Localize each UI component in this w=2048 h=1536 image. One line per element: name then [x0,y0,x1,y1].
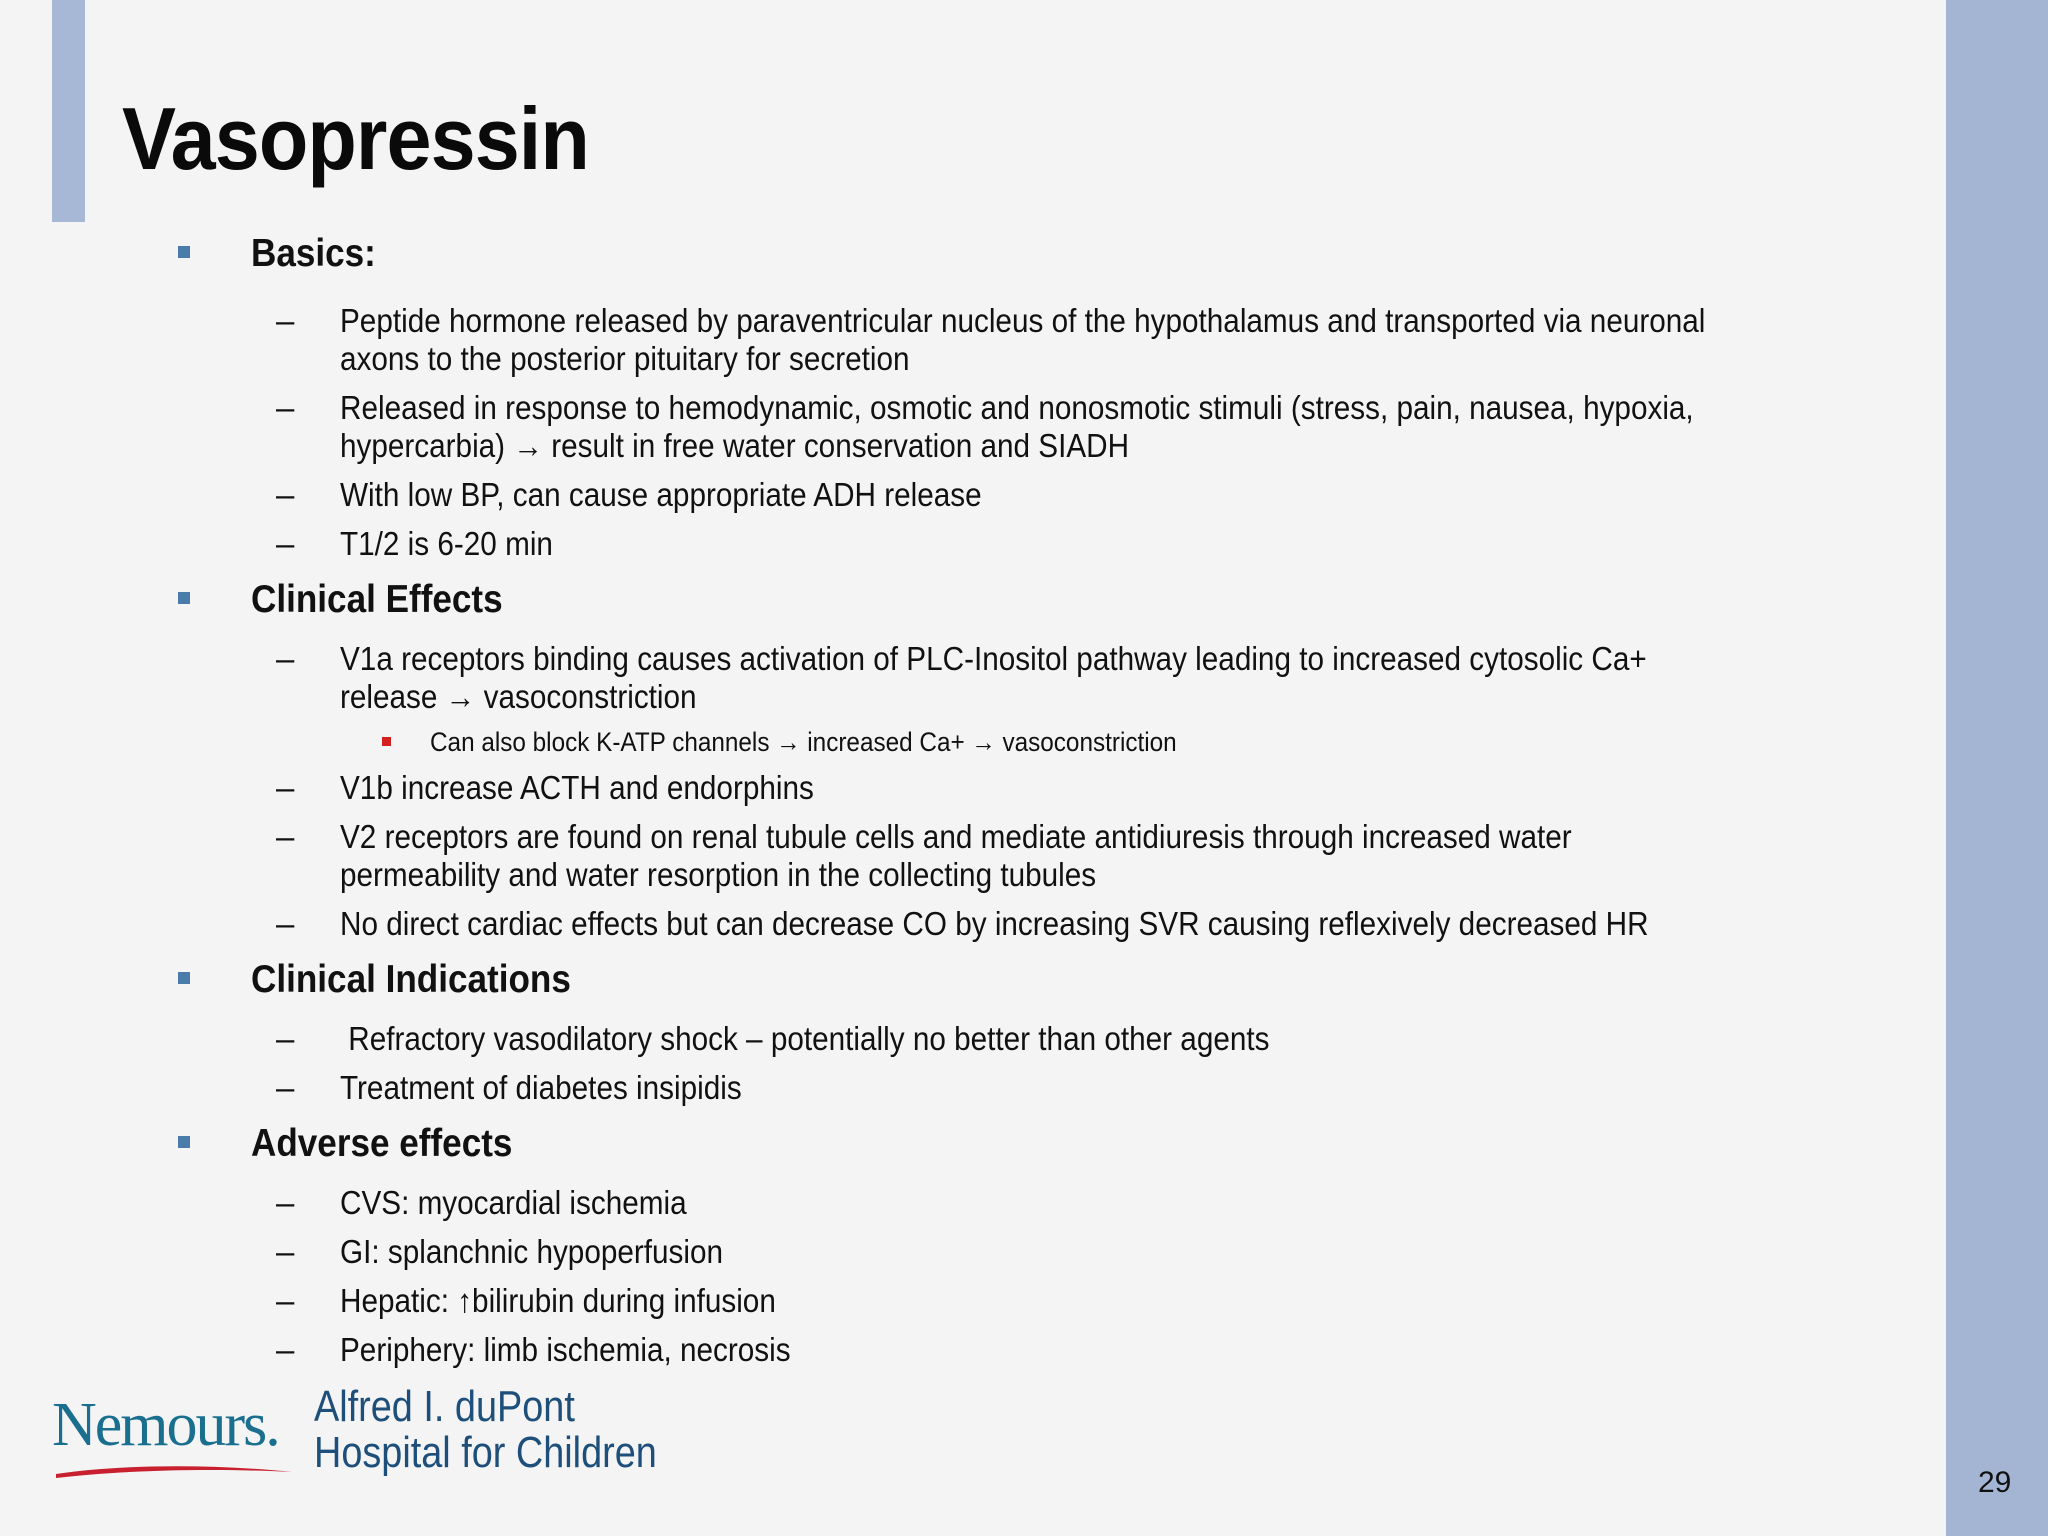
list-item-text: No direct cardiac effects but can decrease CO by increasing SVR causing reflexively decreased HR [340,905,1649,942]
list-item [0,1331,1940,1369]
list-item [0,1282,1940,1320]
list-item-text: Treatment of diabetes insipidis [340,1069,742,1106]
logo-swoosh-icon [54,1460,294,1480]
square-bullet-icon [178,972,190,984]
list-item [0,1069,1940,1107]
right-accent-band [1946,0,2048,1536]
section-heading-row [0,1118,1940,1170]
dash-bullet: – [276,905,295,942]
section-heading: Adverse effects [251,1122,513,1165]
section-clinical-indications [0,954,1940,1107]
list-item-text: With low BP, can cause appropriate ADH release [340,476,982,513]
dash-bullet: – [276,525,295,562]
list-item [0,1184,1940,1222]
list-item-text: Peptide hormone released by paraventricular nucleus of the hypothalamus and transported via neuronal axons to the posterior pituitary for secretion [340,302,1706,377]
dash-bullet: – [276,1069,295,1106]
section-basics [0,228,1940,563]
list-item-text: V2 receptors are found on renal tubule cells and mediate antidiuresis through increased water permeability and water resorption in the collecting tubules [340,818,1572,893]
list-item-text: Released in response to hemodynamic, osmotic and nonosmotic stimuli (stress, pain, nausea, hypoxia, hypercarbia) → result in free water conservation and SIADH [340,389,1694,464]
title-accent-bar [52,0,85,222]
page-number: 29 [1978,1466,2012,1499]
list-item [0,302,1940,378]
section-clinical-effects [0,574,1940,943]
list-item-text: V1a receptors binding causes activation of PLC-Inositol pathway leading to increased cytosolic Ca+ release → vasoconstriction [340,640,1647,715]
dash-bullet: – [276,1331,295,1368]
dash-bullet: – [276,1184,295,1221]
list-item-text: Refractory vasodilatory shock – potentially no better than other agents [340,1020,1270,1057]
section-heading: Basics: [251,232,376,275]
dash-bullet: – [276,818,295,855]
list-item [0,640,1940,716]
list-item-text: T1/2 is 6-20 min [340,525,553,562]
dash-bullet: – [276,1282,295,1319]
red-square-bullet-icon [382,737,391,746]
section-heading-row [0,574,1940,626]
section-heading-row [0,228,1940,280]
logo-line-1: Alfred I. duPont [314,1382,575,1431]
section-adverse-effects [0,1118,1940,1369]
list-item [0,525,1940,563]
nemours-logo [52,1382,672,1494]
list-item [0,818,1940,894]
slide-title: Vasopressin [122,89,589,188]
list-item [0,1233,1940,1271]
dash-bullet: – [276,476,295,513]
dash-bullet: – [276,302,295,339]
slide-body [0,228,1940,1380]
list-item-text: GI: splanchnic hypoperfusion [340,1233,724,1270]
list-item [0,1020,1940,1058]
list-item [0,389,1940,465]
section-heading-row [0,954,1940,1006]
list-item-text: CVS: myocardial ischemia [340,1184,687,1221]
list-item-text: V1b increase ACTH and endorphins [340,769,814,806]
square-bullet-icon [178,592,190,604]
dash-bullet: – [276,1020,295,1057]
dash-bullet: – [276,769,295,806]
logo-wordmark: Nemours. [52,1391,279,1459]
dash-bullet: – [276,1233,295,1270]
section-heading: Clinical Indications [251,958,571,1001]
square-bullet-icon [178,1136,190,1148]
square-bullet-icon [178,246,190,258]
logo-hospital-name [314,1384,657,1476]
sub-list-item-text: Can also block K-ATP channels → increased Ca+ → vasoconstriction [430,727,1177,757]
list-item [0,905,1940,943]
dash-bullet: – [276,640,295,677]
list-item-text: Hepatic: ↑bilirubin during infusion [340,1282,776,1319]
sub-list-item [0,725,1940,759]
logo-line-2: Hospital for Children [314,1428,657,1477]
list-item [0,769,1940,807]
list-item [0,476,1940,514]
dash-bullet: – [276,389,295,426]
list-item-text: Periphery: limb ischemia, necrosis [340,1331,791,1368]
section-heading: Clinical Effects [251,578,503,621]
